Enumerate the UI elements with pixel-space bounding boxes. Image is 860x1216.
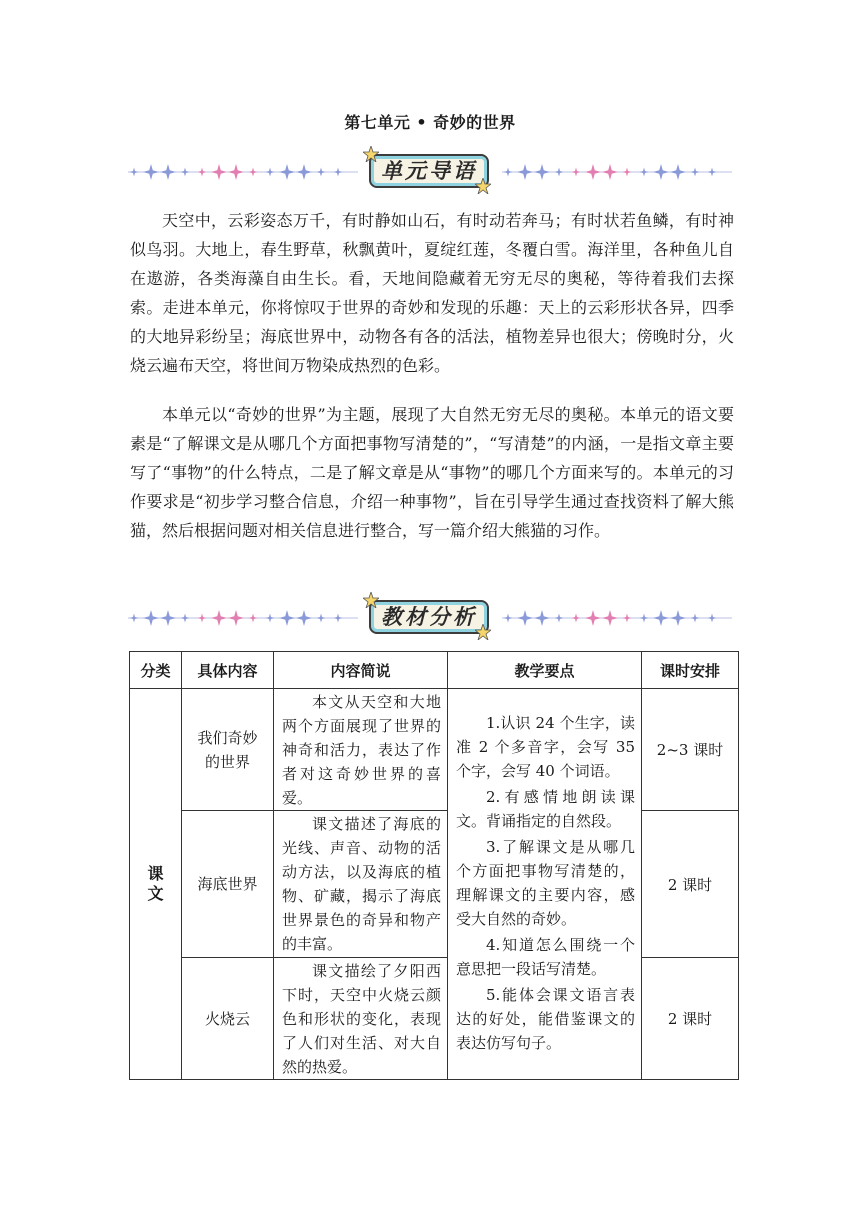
teaching-point: 5.能体会课文语言表达的好处，能借鉴课文的表达仿写句子。 xyxy=(456,986,635,1052)
sparkle-icon xyxy=(572,168,581,177)
star-icon xyxy=(363,146,379,162)
sparkle-icon xyxy=(211,164,227,180)
lesson-description: 课文描述了海底的光线、声音、动物的活动方法，以及海底的植物、矿藏，揭示了海底世界景色的奇异和物产的丰富。 xyxy=(274,811,448,958)
star-icon xyxy=(475,178,491,194)
lesson-name: 火烧云 xyxy=(182,958,274,1080)
sparkle-icon xyxy=(691,614,700,623)
sparkle-icon xyxy=(181,168,190,177)
sparkle-icon xyxy=(296,164,312,180)
sparkle-icon xyxy=(555,168,564,177)
sparkle-icon xyxy=(670,164,686,180)
teaching-point: 3.了解课文是从哪几个方面把事物写清楚的，理解课文的主要内容，感受大自然的奇妙。 xyxy=(456,838,635,928)
sparkle-icon xyxy=(640,614,649,623)
page-title: 第七单元 • 奇妙的世界 xyxy=(344,113,516,132)
sparkle-icon xyxy=(640,168,649,177)
table-header: 课时安排 xyxy=(642,652,739,689)
sparkle-icon xyxy=(585,610,601,626)
lesson-description: 课文描绘了夕阳西下时，天空中火烧云颜色和形状的变化，表现了人们对生活、对大自然的热爱。 xyxy=(274,958,448,1080)
sparkle-icon xyxy=(708,168,717,177)
lesson-hours: 2 课时 xyxy=(642,811,739,958)
teaching-point: 4.知道怎么围绕一个意思把一段话写清楚。 xyxy=(456,936,635,978)
sparkle-icon xyxy=(279,610,295,626)
table-header: 教学要点 xyxy=(448,652,642,689)
sparkle-icon xyxy=(670,610,686,626)
sparkle-icon xyxy=(517,164,533,180)
sparkle-icon xyxy=(228,164,244,180)
sparkle-icon xyxy=(585,164,601,180)
sparkle-icon xyxy=(602,164,618,180)
lesson-description: 本文从天空和大地两个方面展现了世界的神奇和活力，表达了作者对这奇妙世界的喜爱。 xyxy=(274,689,448,811)
teaching-point: 2.有感情地朗读课文。背诵指定的自然段。 xyxy=(456,788,635,830)
table-header: 具体内容 xyxy=(182,652,274,689)
sparkle-icon xyxy=(160,164,176,180)
banner-label: 教材分析 xyxy=(381,604,477,629)
table-row xyxy=(130,689,739,811)
sparkle-icon xyxy=(198,168,207,177)
sparkle-icon xyxy=(534,610,550,626)
sparkle-icon xyxy=(504,168,513,177)
sparkle-icon xyxy=(160,610,176,626)
section-banner-textbook-analysis xyxy=(128,596,732,642)
sparkle-icon xyxy=(130,168,139,177)
intro-paragraph-2: 本单元以“奇妙的世界”为主题，展现了大自然无穷无尽的奥秘。本单元的语文要素是“了解课文是从哪几个方面把事物写清楚的”，“写清楚”的内涵，一是指文章主要写了“事物”的什么特点，二是了解文章是从“事物”的哪几个方面来写的。本单元的习作要求是“初步学习整合信息，介绍一种事物”，旨在引导学生通过查找资料了解大熊猫，然后根据问题对相关信息进行整合，写一篇介绍大熊猫的习作。 xyxy=(130,405,734,540)
sparkle-icon xyxy=(572,614,581,623)
sparkle-icon xyxy=(198,614,207,623)
sparkle-icon xyxy=(623,614,632,623)
sparkle-icon xyxy=(143,610,159,626)
sparkle-icon xyxy=(130,614,139,623)
sparkle-icon xyxy=(181,614,190,623)
sparkle-icon xyxy=(334,168,343,177)
sparkle-icon xyxy=(555,614,564,623)
sparkle-icon xyxy=(266,614,275,623)
star-icon xyxy=(363,592,379,608)
section-banner-unit-intro xyxy=(128,150,732,196)
table-row xyxy=(130,811,739,958)
table-header-row xyxy=(130,652,739,689)
sparkle-icon xyxy=(249,168,258,177)
teaching-point: 1.认识 24 个生字，读准 2 个多音字，会写 35 个字，会写 40 个词语。 xyxy=(456,714,635,780)
lesson-hours: 2~3 课时 xyxy=(642,689,739,811)
textbook-analysis-table xyxy=(129,651,739,1080)
table-header: 分类 xyxy=(130,652,182,689)
sparkle-icon xyxy=(602,610,618,626)
sparkle-icon xyxy=(249,614,258,623)
sparkle-icon xyxy=(504,614,513,623)
table-row xyxy=(130,958,739,1080)
sparkle-icon xyxy=(623,168,632,177)
sparkle-icon xyxy=(334,614,343,623)
sparkle-icon xyxy=(228,610,244,626)
sparkle-icon xyxy=(517,610,533,626)
sparkle-icon xyxy=(317,168,326,177)
star-icon xyxy=(475,624,491,640)
sparkle-icon xyxy=(296,610,312,626)
sparkle-icon xyxy=(266,168,275,177)
sparkle-icon xyxy=(653,164,669,180)
sparkle-icon xyxy=(691,168,700,177)
lesson-name: 海底世界 xyxy=(182,811,274,958)
sparkle-icon xyxy=(708,614,717,623)
teaching-points-cell xyxy=(448,689,642,1080)
lesson-name: 我们奇妙的世界 xyxy=(182,689,274,811)
category-label: 课文 xyxy=(147,864,164,903)
sparkle-icon xyxy=(143,164,159,180)
banner-label: 单元导语 xyxy=(381,158,477,183)
banner-badge xyxy=(369,154,489,188)
banner-badge xyxy=(369,600,489,634)
lesson-hours: 2 课时 xyxy=(642,958,739,1080)
table-header: 内容简说 xyxy=(274,652,448,689)
sparkle-icon xyxy=(534,164,550,180)
sparkle-icon xyxy=(279,164,295,180)
category-cell xyxy=(130,689,182,1080)
sparkle-icon xyxy=(317,614,326,623)
sparkle-icon xyxy=(211,610,227,626)
sparkle-icon xyxy=(653,610,669,626)
intro-paragraph-1: 天空中，云彩姿态万千，有时静如山石，有时动若奔马；有时状若鱼鳞，有时神似鸟羽。大地上，春生野草，秋飘黄叶，夏绽红莲，冬覆白雪。海洋里，各种鱼儿自在遨游，各类海藻自由生长。看，天地间隐藏着无穷无尽的奥秘，等待着我们去探索。走进本单元，你将惊叹于世界的奇妙和发现的乐趣：天上的云彩形状各异，四季的大地异彩纷呈；海底世界中，动物各有各的活法，植物差异也很大；傍晚时分，火烧云遍布天空，将世间万物染成热烈的色彩。 xyxy=(130,211,734,375)
